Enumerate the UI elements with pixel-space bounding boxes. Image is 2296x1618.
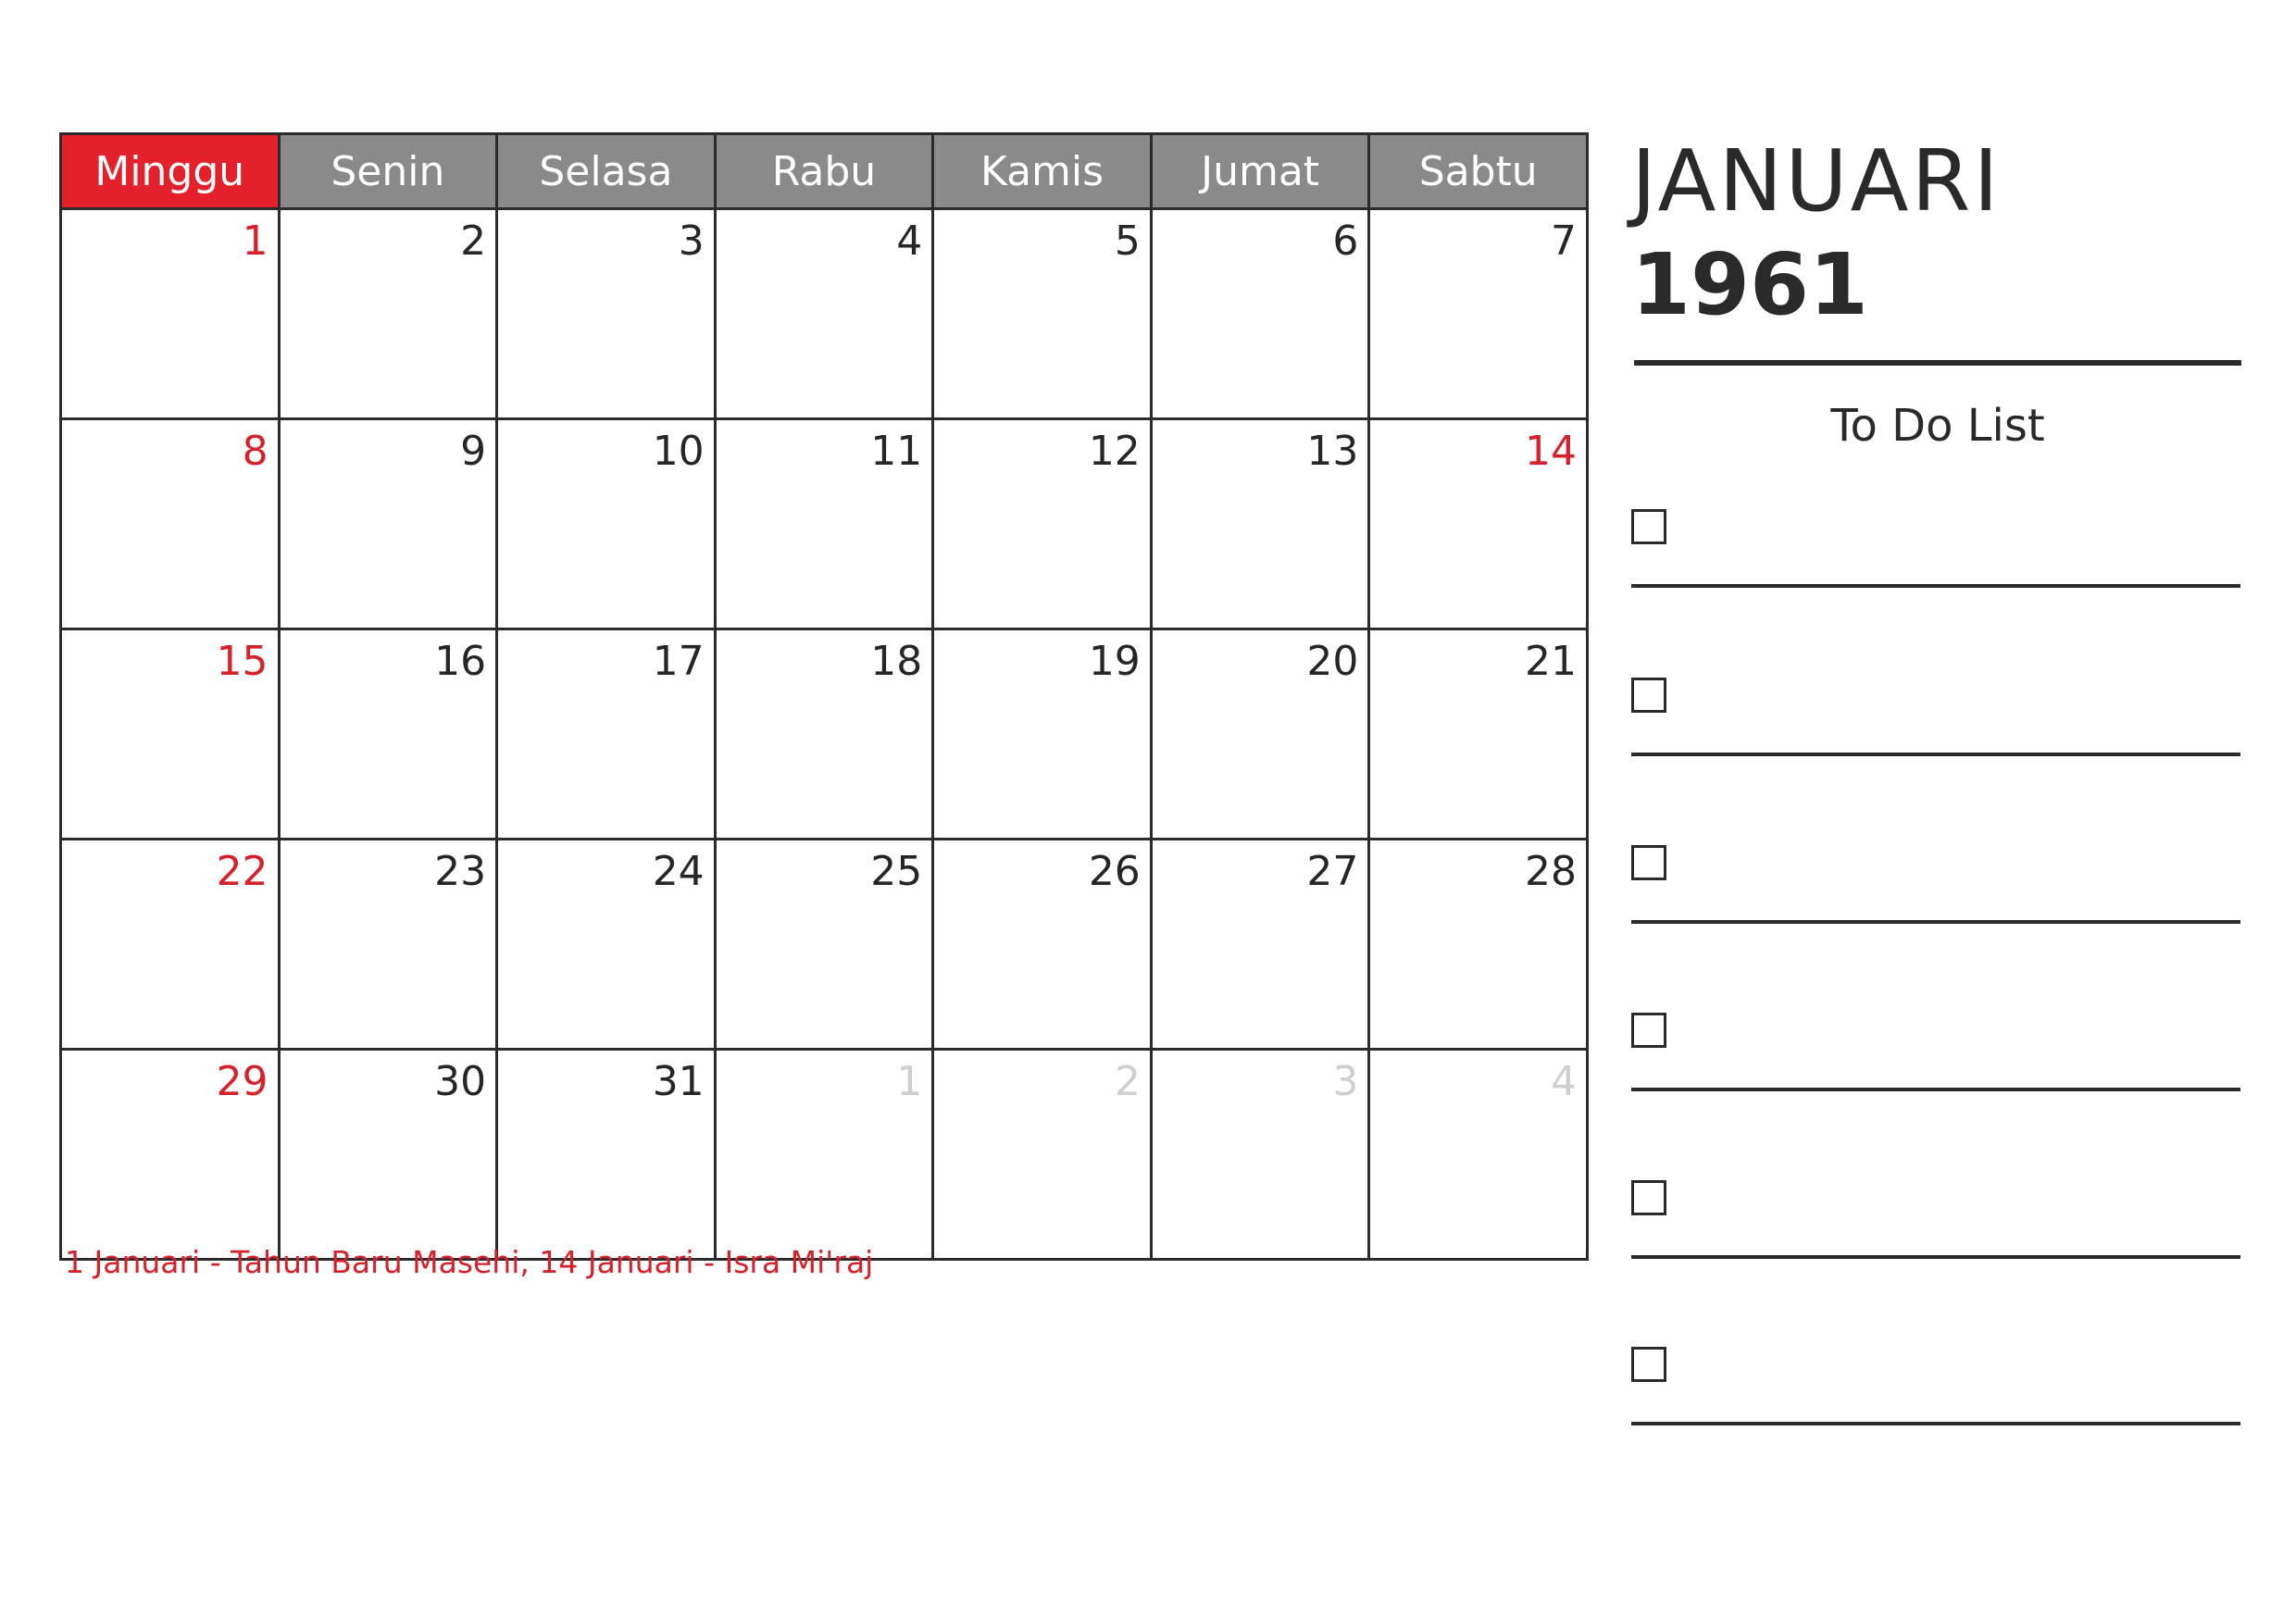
- date-cell-next-month: 2: [933, 1050, 1152, 1260]
- date-cell: 15: [61, 629, 280, 840]
- date-cell: 23: [279, 840, 497, 1050]
- date-cell: 18: [715, 629, 933, 840]
- todo-write-line: [1631, 753, 2240, 756]
- weekday-header-friday: Jumat: [1151, 134, 1369, 209]
- year-title: 1961: [1631, 235, 1869, 334]
- holiday-note: 1 Januari - Tahun Baru Masehi, 14 Januari - Isra Mi'raj: [65, 1244, 874, 1280]
- weekday-header-monday: Senin: [279, 134, 497, 209]
- date-cell: 12: [933, 419, 1152, 629]
- date-cell: 24: [497, 840, 716, 1050]
- date-cell: 21: [1369, 629, 1588, 840]
- todo-write-line: [1631, 1422, 2240, 1425]
- todo-heading: To Do List: [1830, 400, 2045, 452]
- todo-item: [1631, 678, 2242, 770]
- date-cell: 9: [279, 419, 497, 629]
- weekday-header-row: [61, 134, 1588, 209]
- calendar-grid: [59, 132, 1589, 1261]
- date-cell: 3: [497, 209, 716, 419]
- todo-item: [1631, 845, 2242, 938]
- date-cell: 17: [497, 629, 716, 840]
- date-cell: 30: [279, 1050, 497, 1260]
- todo-checkbox[interactable]: [1631, 1347, 1666, 1382]
- title-divider: [1634, 360, 2241, 366]
- todo-write-line: [1631, 1088, 2240, 1091]
- todo-checkbox[interactable]: [1631, 845, 1666, 880]
- todo-item: [1631, 1347, 2242, 1439]
- date-cell-holiday: 14: [1369, 419, 1588, 629]
- date-cell: 25: [715, 840, 933, 1050]
- date-cell: 26: [933, 840, 1152, 1050]
- todo-item: [1631, 1180, 2242, 1273]
- weekday-header-wednesday: Rabu: [715, 134, 933, 209]
- weekday-header-saturday: Sabtu: [1369, 134, 1588, 209]
- todo-item: [1631, 509, 2242, 602]
- todo-checkbox[interactable]: [1631, 678, 1666, 713]
- date-cell-next-month: 4: [1369, 1050, 1588, 1260]
- date-cell: 1: [61, 209, 280, 419]
- date-cell: 28: [1369, 840, 1588, 1050]
- month-title: JANUARI: [1631, 131, 2002, 230]
- date-cell: 10: [497, 419, 716, 629]
- week-row: [61, 1050, 1588, 1260]
- date-cell: 29: [61, 1050, 280, 1260]
- week-row: [61, 209, 1588, 419]
- date-cell: 27: [1151, 840, 1369, 1050]
- todo-checkbox[interactable]: [1631, 1013, 1666, 1048]
- date-cell: 31: [497, 1050, 716, 1260]
- date-cell: 6: [1151, 209, 1369, 419]
- week-row: [61, 419, 1588, 629]
- week-row: [61, 840, 1588, 1050]
- todo-write-line: [1631, 920, 2240, 924]
- todo-checkbox[interactable]: [1631, 509, 1666, 544]
- date-cell: 11: [715, 419, 933, 629]
- todo-item: [1631, 1013, 2242, 1105]
- date-cell: 7: [1369, 209, 1588, 419]
- date-cell: 4: [715, 209, 933, 419]
- date-cell: 20: [1151, 629, 1369, 840]
- weekday-header-sunday: Minggu: [61, 134, 280, 209]
- todo-write-line: [1631, 1255, 2240, 1259]
- date-cell: 5: [933, 209, 1152, 419]
- date-cell: 22: [61, 840, 280, 1050]
- date-cell: 13: [1151, 419, 1369, 629]
- date-cell: 19: [933, 629, 1152, 840]
- weekday-header-thursday: Kamis: [933, 134, 1152, 209]
- todo-checkbox[interactable]: [1631, 1180, 1666, 1215]
- date-cell: 2: [279, 209, 497, 419]
- date-cell-next-month: 3: [1151, 1050, 1369, 1260]
- date-cell-next-month: 1: [715, 1050, 933, 1260]
- weekday-header-tuesday: Selasa: [497, 134, 716, 209]
- date-cell: 8: [61, 419, 280, 629]
- todo-write-line: [1631, 584, 2240, 588]
- week-row: [61, 629, 1588, 840]
- date-cell: 16: [279, 629, 497, 840]
